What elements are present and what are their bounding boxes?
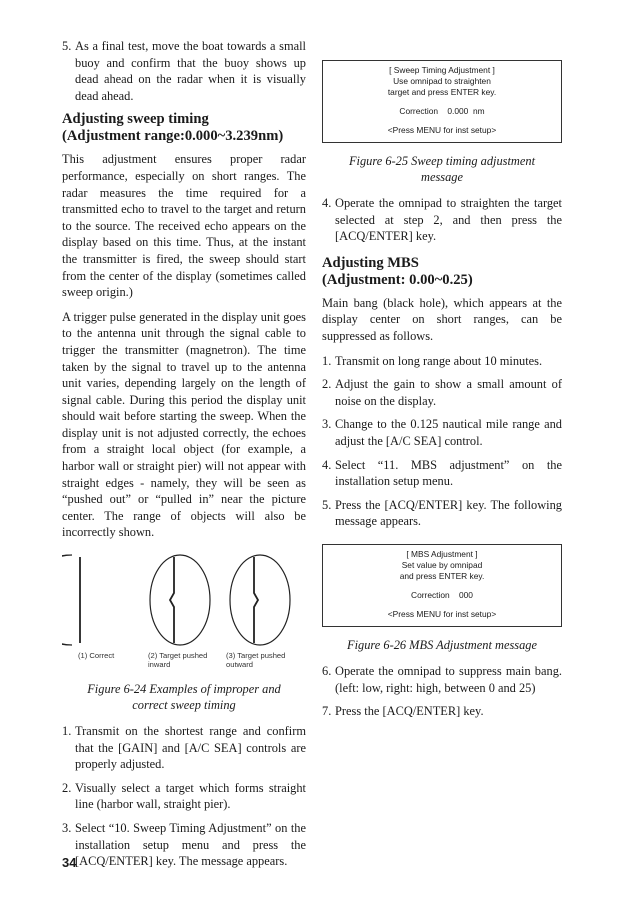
pushed-outward-sweep-diagram [230, 555, 290, 645]
step-number: 2. [322, 377, 332, 392]
step-text: Transmit on long range about 10 minutes. [335, 353, 543, 368]
figure-6-25-caption-line-1: Figure 6-25 Sweep timing adjustment [348, 154, 536, 168]
label-pushed-outward: (3) Target pushed outward [226, 651, 286, 670]
mbs-heading-title: Adjusting MBS [322, 254, 419, 271]
message-line: target and press ENTER key. [387, 87, 497, 97]
mbs-step-7 [322, 703, 562, 720]
step-number: 5. [322, 497, 332, 512]
mbs-paragraph: Main bang (black hole), which appears at the display center on short ranges, can be suppressed as follows. [322, 295, 562, 343]
message-correction: Correction 000 [411, 589, 473, 600]
message-line: Set value by omnipad [401, 559, 483, 570]
sweep-timing-illustration [62, 551, 306, 649]
figure-6-25-caption [322, 153, 562, 185]
sweep-step-2 [62, 780, 306, 813]
sweep-timing-paragraph-1: This adjustment ensures proper radar performance, especially on short ranges. The radar measures the time required for a transmitted echo to travel to the target and return to the source. The received echo appears on the display based on this time. Thus, at the instant the transmitter is fired, the sweep should start from the center of the display (sometimes called sweep origin.) [62, 152, 306, 300]
mbs-step-6 [322, 663, 562, 696]
message-title: [ Sweep Timing Adjustment ] [389, 65, 495, 75]
mbs-step-5 [322, 497, 562, 530]
label-correct: (1) Correct [78, 651, 115, 661]
sweep-timing-figure [62, 551, 306, 649]
mbs-step-4 [322, 457, 562, 490]
message-footer: <Press MENU for inst setup> [387, 125, 497, 135]
step-number: 5. [62, 39, 72, 53]
step-number: 2. [62, 780, 72, 795]
mbs-step-2 [322, 376, 562, 409]
step-text: Press the [ACQ/ENTER] key. [335, 704, 484, 719]
step-text: Press the [ACQ/ENTER] key. The following message appears. [335, 497, 562, 529]
mbs-step-3 [322, 416, 562, 449]
sweep-timing-paragraph-2: A trigger pulse generated in the display unit goes to the antenna unit through the signal cable to trigger the transmitter (magnetron). The time taken by the signal to travel up to the antenna unit varies, depending largely on the length of signal cable. During this period the display unit should wait before starting the sweep. When the display unit is not adjusted correctly, the echoes from a straight local object (for example, a harbor wall or straight pier) will not appear with straight edges - namely, they will be seen as “pushed out” or “pulled in” near the picture center. The range of objects will also be incorrectly shown. [62, 309, 306, 540]
figure-6-24-caption-line-1: Figure 6-24 Examples of improper and [87, 682, 281, 697]
step-text: Visually select a target which forms straight line (harbor wall, straight pier). [75, 780, 306, 812]
step-text: Operate the omnipad to suppress main bang. (left: low, right: high, between 0 and 25) [335, 663, 562, 695]
figure-6-24-caption-line-2: correct sweep timing [132, 698, 236, 713]
figure-6-26-caption: Figure 6-26 MBS Adjustment message [347, 637, 537, 652]
step-text: Operate the omnipad to straighten the target selected at step 2, and then press the [ACQ/ENTER] key. [335, 196, 562, 244]
step-text: As a final test, move the boat towards a small buoy and confirm that the buoy shows up dead ahead on the radar when it is visually dead ahead. [75, 39, 306, 103]
sweep-step-4 [322, 195, 562, 245]
step-text: Select “10. Sweep Timing Adjustment” on the installation setup menu and press the [ACQ/ENTER] key. The message appears. [75, 821, 306, 869]
step-number: 4. [322, 457, 332, 472]
step-text: Change to the 0.125 nautical mile range and adjust the [A/C SEA] control. [335, 417, 562, 448]
figure-6-24-caption [62, 681, 306, 713]
sweep-timing-heading [62, 111, 306, 145]
message-line: Use omnipad to straighten [393, 76, 491, 86]
sweep-timing-heading-title: Adjusting sweep timing [62, 111, 209, 128]
message-title: [ MBS Adjustment ] [406, 548, 478, 559]
step-text: Select “11. MBS adjustment” on the installation setup menu. [335, 457, 562, 489]
sweep-step-1 [62, 723, 306, 773]
figure-labels [62, 651, 306, 669]
step-number: 1. [322, 353, 332, 368]
step-number: 3. [62, 821, 72, 835]
step-number: 1. [62, 724, 72, 739]
mbs-heading [322, 255, 562, 289]
figure-6-25-caption-line-2: message [421, 170, 463, 184]
step-number: 6. [322, 663, 332, 678]
pushed-inward-sweep-diagram [150, 555, 210, 645]
mbs-message-box [322, 544, 562, 627]
mbs-step-1 [322, 353, 562, 370]
sweep-step-3 [62, 820, 306, 870]
label-pushed-inward: (2) Target pushed inward [148, 651, 208, 670]
right-column [322, 38, 562, 727]
page-number: 34 [62, 855, 77, 870]
step-5 [62, 38, 306, 104]
step-number: 4. [322, 196, 332, 210]
sweep-timing-heading-range: (Adjustment range:0.000~3.239nm) [62, 128, 284, 145]
message-line: and press ENTER key. [399, 570, 485, 581]
left-column [62, 38, 306, 877]
step-number: 3. [322, 417, 332, 432]
step-text: Adjust the gain to show a small amount of noise on the display. [335, 377, 562, 408]
message-footer: <Press MENU for inst setup> [387, 608, 497, 619]
step-number: 7. [322, 704, 332, 719]
mbs-heading-range: (Adjustment: 0.00~0.25) [322, 271, 473, 288]
correct-sweep-diagram [62, 555, 137, 645]
message-correction: Correction 0.000 nm [399, 106, 485, 116]
sweep-timing-message-box [322, 60, 562, 143]
step-text: Transmit on the shortest range and confirm that the [GAIN] and [A/C SEA] controls are properly adjusted. [75, 724, 306, 772]
